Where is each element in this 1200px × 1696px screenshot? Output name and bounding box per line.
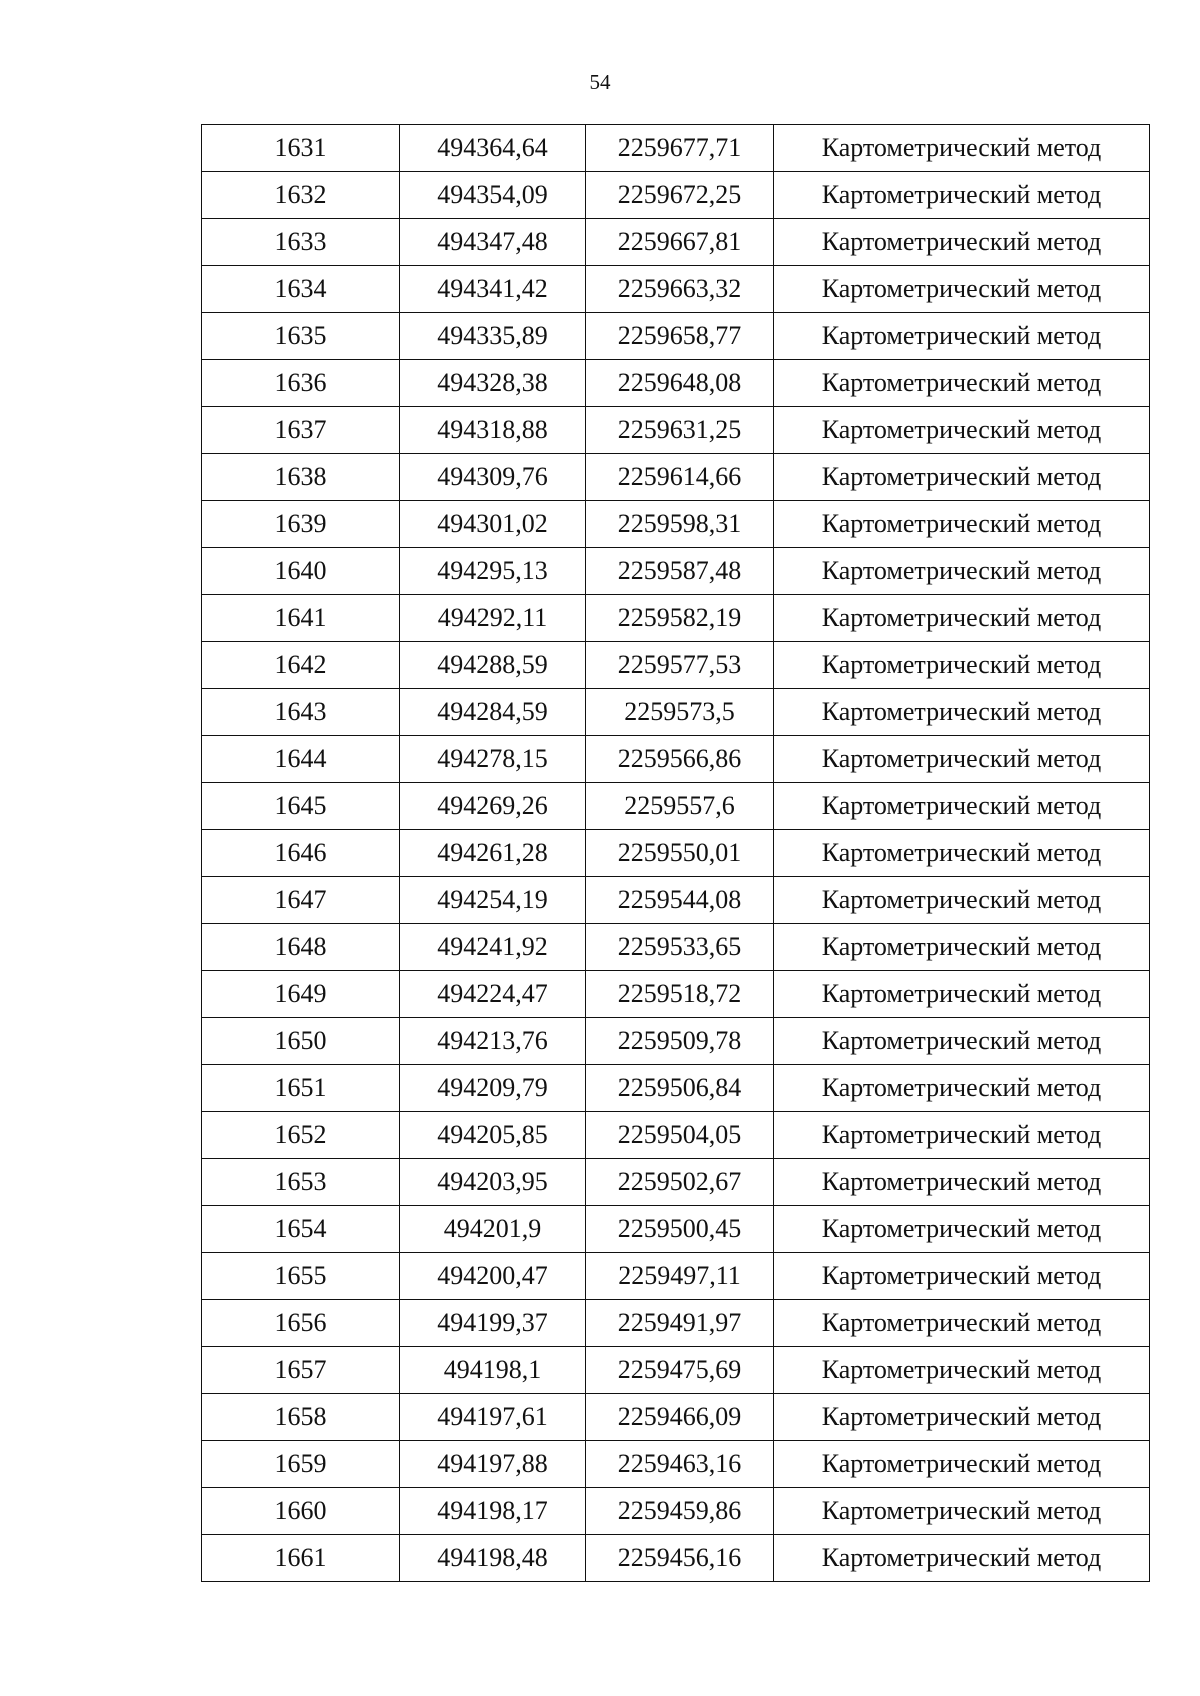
y-coordinate-cell: 2259658,77 (586, 313, 774, 360)
x-coordinate-cell: 494318,88 (400, 407, 586, 454)
table-row (202, 1441, 1150, 1488)
table-row (202, 642, 1150, 689)
point-number-cell: 1658 (202, 1394, 400, 1441)
table-row (202, 830, 1150, 877)
y-coordinate-cell: 2259663,32 (586, 266, 774, 313)
y-coordinate-cell: 2259475,69 (586, 1347, 774, 1394)
point-number-cell: 1636 (202, 360, 400, 407)
y-coordinate-cell: 2259550,01 (586, 830, 774, 877)
table-row (202, 877, 1150, 924)
table-row (202, 407, 1150, 454)
point-number-cell: 1660 (202, 1488, 400, 1535)
table-row (202, 454, 1150, 501)
y-coordinate-cell: 2259518,72 (586, 971, 774, 1018)
y-coordinate-cell: 2259573,5 (586, 689, 774, 736)
table-row (202, 595, 1150, 642)
x-coordinate-cell: 494241,92 (400, 924, 586, 971)
table-row (202, 924, 1150, 971)
table-row (202, 219, 1150, 266)
y-coordinate-cell: 2259533,65 (586, 924, 774, 971)
method-cell: Картометрический метод (774, 501, 1150, 548)
method-cell: Картометрический метод (774, 548, 1150, 595)
method-cell: Картометрический метод (774, 1535, 1150, 1582)
y-coordinate-cell: 2259504,05 (586, 1112, 774, 1159)
point-number-cell: 1651 (202, 1065, 400, 1112)
x-coordinate-cell: 494209,79 (400, 1065, 586, 1112)
point-number-cell: 1638 (202, 454, 400, 501)
table-row (202, 689, 1150, 736)
point-number-cell: 1655 (202, 1253, 400, 1300)
x-coordinate-cell: 494197,88 (400, 1441, 586, 1488)
point-number-cell: 1633 (202, 219, 400, 266)
method-cell: Картометрический метод (774, 1018, 1150, 1065)
method-cell: Картометрический метод (774, 877, 1150, 924)
method-cell: Картометрический метод (774, 736, 1150, 783)
x-coordinate-cell: 494199,37 (400, 1300, 586, 1347)
point-number-cell: 1635 (202, 313, 400, 360)
y-coordinate-cell: 2259557,6 (586, 783, 774, 830)
y-coordinate-cell: 2259598,31 (586, 501, 774, 548)
table-row (202, 1253, 1150, 1300)
point-number-cell: 1653 (202, 1159, 400, 1206)
point-number-cell: 1644 (202, 736, 400, 783)
method-cell: Картометрический метод (774, 689, 1150, 736)
method-cell: Картометрический метод (774, 1206, 1150, 1253)
x-coordinate-cell: 494205,85 (400, 1112, 586, 1159)
table-row (202, 1065, 1150, 1112)
y-coordinate-cell: 2259614,66 (586, 454, 774, 501)
table-row (202, 783, 1150, 830)
y-coordinate-cell: 2259648,08 (586, 360, 774, 407)
x-coordinate-cell: 494328,38 (400, 360, 586, 407)
y-coordinate-cell: 2259497,11 (586, 1253, 774, 1300)
table-row (202, 1206, 1150, 1253)
method-cell: Картометрический метод (774, 595, 1150, 642)
point-number-cell: 1632 (202, 172, 400, 219)
x-coordinate-cell: 494200,47 (400, 1253, 586, 1300)
method-cell: Картометрический метод (774, 266, 1150, 313)
y-coordinate-cell: 2259491,97 (586, 1300, 774, 1347)
table-row (202, 1159, 1150, 1206)
y-coordinate-cell: 2259459,86 (586, 1488, 774, 1535)
method-cell: Картометрический метод (774, 1441, 1150, 1488)
x-coordinate-cell: 494269,26 (400, 783, 586, 830)
x-coordinate-cell: 494335,89 (400, 313, 586, 360)
method-cell: Картометрический метод (774, 971, 1150, 1018)
x-coordinate-cell: 494213,76 (400, 1018, 586, 1065)
y-coordinate-cell: 2259466,09 (586, 1394, 774, 1441)
y-coordinate-cell: 2259677,71 (586, 125, 774, 172)
table-row (202, 501, 1150, 548)
method-cell: Картометрический метод (774, 1253, 1150, 1300)
table-row (202, 1347, 1150, 1394)
point-number-cell: 1650 (202, 1018, 400, 1065)
x-coordinate-cell: 494197,61 (400, 1394, 586, 1441)
method-cell: Картометрический метод (774, 1488, 1150, 1535)
method-cell: Картометрический метод (774, 642, 1150, 689)
table-row (202, 1018, 1150, 1065)
method-cell: Картометрический метод (774, 219, 1150, 266)
method-cell: Картометрический метод (774, 172, 1150, 219)
table-row (202, 1112, 1150, 1159)
point-number-cell: 1657 (202, 1347, 400, 1394)
y-coordinate-cell: 2259463,16 (586, 1441, 774, 1488)
point-number-cell: 1637 (202, 407, 400, 454)
coordinates-table (201, 124, 1150, 1582)
point-number-cell: 1648 (202, 924, 400, 971)
point-number-cell: 1652 (202, 1112, 400, 1159)
x-coordinate-cell: 494198,48 (400, 1535, 586, 1582)
x-coordinate-cell: 494301,02 (400, 501, 586, 548)
y-coordinate-cell: 2259500,45 (586, 1206, 774, 1253)
x-coordinate-cell: 494309,76 (400, 454, 586, 501)
point-number-cell: 1643 (202, 689, 400, 736)
method-cell: Картометрический метод (774, 1159, 1150, 1206)
method-cell: Картометрический метод (774, 360, 1150, 407)
point-number-cell: 1634 (202, 266, 400, 313)
x-coordinate-cell: 494288,59 (400, 642, 586, 689)
point-number-cell: 1631 (202, 125, 400, 172)
table-row (202, 313, 1150, 360)
y-coordinate-cell: 2259456,16 (586, 1535, 774, 1582)
x-coordinate-cell: 494203,95 (400, 1159, 586, 1206)
x-coordinate-cell: 494295,13 (400, 548, 586, 595)
method-cell: Картометрический метод (774, 1112, 1150, 1159)
x-coordinate-cell: 494278,15 (400, 736, 586, 783)
y-coordinate-cell: 2259582,19 (586, 595, 774, 642)
method-cell: Картометрический метод (774, 1065, 1150, 1112)
y-coordinate-cell: 2259667,81 (586, 219, 774, 266)
method-cell: Картометрический метод (774, 454, 1150, 501)
table-row (202, 1300, 1150, 1347)
method-cell: Картометрический метод (774, 125, 1150, 172)
x-coordinate-cell: 494254,19 (400, 877, 586, 924)
point-number-cell: 1654 (202, 1206, 400, 1253)
method-cell: Картометрический метод (774, 1347, 1150, 1394)
point-number-cell: 1639 (202, 501, 400, 548)
table-row (202, 266, 1150, 313)
method-cell: Картометрический метод (774, 830, 1150, 877)
x-coordinate-cell: 494198,1 (400, 1347, 586, 1394)
point-number-cell: 1656 (202, 1300, 400, 1347)
method-cell: Картометрический метод (774, 924, 1150, 971)
method-cell: Картометрический метод (774, 1394, 1150, 1441)
page-number: 54 (589, 70, 611, 94)
point-number-cell: 1661 (202, 1535, 400, 1582)
coordinates-table-body (202, 125, 1150, 1582)
x-coordinate-cell: 494198,17 (400, 1488, 586, 1535)
point-number-cell: 1640 (202, 548, 400, 595)
table-row (202, 360, 1150, 407)
point-number-cell: 1645 (202, 783, 400, 830)
x-coordinate-cell: 494341,42 (400, 266, 586, 313)
table-row (202, 971, 1150, 1018)
x-coordinate-cell: 494284,59 (400, 689, 586, 736)
y-coordinate-cell: 2259544,08 (586, 877, 774, 924)
table-row (202, 548, 1150, 595)
method-cell: Картометрический метод (774, 407, 1150, 454)
y-coordinate-cell: 2259587,48 (586, 548, 774, 595)
table-row (202, 1535, 1150, 1582)
method-cell: Картометрический метод (774, 313, 1150, 360)
method-cell: Картометрический метод (774, 783, 1150, 830)
table-row (202, 1488, 1150, 1535)
table-row (202, 125, 1150, 172)
x-coordinate-cell: 494261,28 (400, 830, 586, 877)
table-row (202, 736, 1150, 783)
y-coordinate-cell: 2259672,25 (586, 172, 774, 219)
y-coordinate-cell: 2259506,84 (586, 1065, 774, 1112)
point-number-cell: 1659 (202, 1441, 400, 1488)
x-coordinate-cell: 494201,9 (400, 1206, 586, 1253)
point-number-cell: 1646 (202, 830, 400, 877)
x-coordinate-cell: 494292,11 (400, 595, 586, 642)
point-number-cell: 1649 (202, 971, 400, 1018)
x-coordinate-cell: 494354,09 (400, 172, 586, 219)
method-cell: Картометрический метод (774, 1300, 1150, 1347)
x-coordinate-cell: 494347,48 (400, 219, 586, 266)
y-coordinate-cell: 2259509,78 (586, 1018, 774, 1065)
y-coordinate-cell: 2259566,86 (586, 736, 774, 783)
y-coordinate-cell: 2259502,67 (586, 1159, 774, 1206)
y-coordinate-cell: 2259577,53 (586, 642, 774, 689)
y-coordinate-cell: 2259631,25 (586, 407, 774, 454)
point-number-cell: 1642 (202, 642, 400, 689)
x-coordinate-cell: 494364,64 (400, 125, 586, 172)
x-coordinate-cell: 494224,47 (400, 971, 586, 1018)
table-row (202, 1394, 1150, 1441)
point-number-cell: 1647 (202, 877, 400, 924)
table-row (202, 172, 1150, 219)
point-number-cell: 1641 (202, 595, 400, 642)
